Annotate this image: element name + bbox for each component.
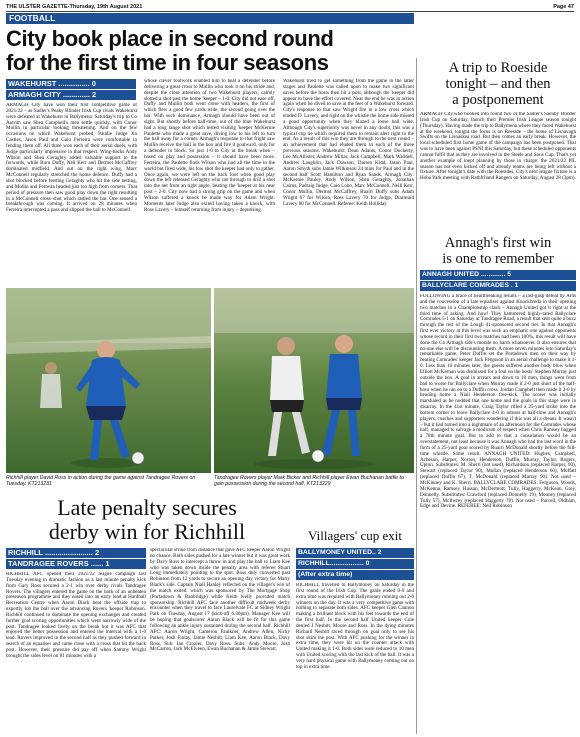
section-label: FOOTBALL bbox=[6, 13, 414, 24]
photo-illustration-2 bbox=[214, 288, 414, 473]
publication-date: THE ULSTER GAZETTE-Thursday, 19th August 2021 bbox=[6, 3, 143, 10]
main-article-text-3: Wakehurst tried to get something from the game in the latter stages and Paulette was called upon to make two significant saves before the hosts then hit a post, although the 'keeper did appear to have the effort covered. Near the end he was in action again when he dived to save at the feet of a Wakehurst forward. City's response to that saw Wright fire in a low cross which eluded D. Lavery, and right on the whistle the home side missed a good opportunity when they blazed a loose ball wide. Although City's superiority was never in any doubt, this was a typical cup tie which required them to remain alert right to the end. As a result of this win they are through to the next round – an achievement that had eluded them in each of the three previous seasons. Wakehurst: Dean Adams, Conor Dockerty, Lee McAllister, Andrew Millar, Jack Campbell, Mark Waddell, Andrew Laughlin, Jack Dawson, Darren Kidd, Jason Paul, Aaron Smyth subs Jamie Wilkinson 24 mins for Paul and in the second half Scott Hamilton and Ryan Sands. Armagh City: McKernie Pauley, Andy Wilson, Shea Geraghty, Jonathan Cairns, Padraig Judge, Caio Lobo, Marc McConnell, Neill Kerr, Conor Mullin, Dermot McCaffrey, Ruairi Duffy subs Adam Wright 67 for Wilson, Ross Lavery 70 for Judge, Diarmuid Lavery 80 for McConnell. Referee: Keith Holliday bbox=[283, 79, 414, 207]
photo-caption-2: Tandragee Rovers player Mark Bicker and Richhill player Ewan Buchanan battle to gain possession during the second half. KT213229 bbox=[214, 475, 404, 487]
bottom-article-text-1: RICHHILL AFC opened their 2021/22 league campaign last Tuesday evening in dramatic fashion as a last minute penalty kick from Gary Ross secured a 2-1 win over derby rivals Tandragee Rovers. The villagers entered the game on the back of an unbeaten preseason programme and they eased into an early lead at Hardhall Recreation Centre when Aaron Black beat the offside trap to expertly lob the ball over the advancing Rovers 'keeper Robinson. Richhill continued to dominate the opening exchanges and created further goal scoring opportunities which went narrowly wide of the post. Tandragee looked lively on the break but it was AFC that enjoyed the better possession and entered the interval with a 1-0 lead. Rovers improved in the second half as they pushed forward in search of an equaliser and came close with a cross that hit the back post. However, their pressure did pay off when Sammy Wright brought the sides level on 81 minutes with a bbox=[6, 572, 146, 659]
photo-tandragee-vs-richhill bbox=[214, 288, 414, 473]
bottom-headline bbox=[6, 496, 288, 544]
page-header bbox=[6, 2, 574, 12]
main-article-col-3 bbox=[283, 79, 414, 281]
column-divider bbox=[416, 58, 417, 734]
photo-caption-1: Richhill player David Ross in action during the game against Tandragee Rovers on Tuesday. KT213231 bbox=[6, 475, 196, 487]
villagers-article-text: RICHHILL travelled to Ballymoney on Saturday in the first round of the Irish Cup. The game ended 0-0 and extra time was required with Ballymoney running out 2-0 winners on the day. It was a very competitive game with nothing to separate both sides. AFC keeper Glen Cannon making a brilliant block with his feet towards the end of the first half. In the second half United keeper Cole denied J Nesbitt, Moore and Ross. In the dying minutes Richard Nesbitt raced through on goal only to see his shot skim the post. With AFC pushing for the winner in extra time, they were hit on the counter attack with United making it 1-0. Both sides were reduced to 10 men with United scoring with the last kick of the ball. It was a very hard physical game with Ballymoney coming out on top in extra time. bbox=[296, 583, 414, 670]
score-wakehurst: WAKEHURST ............... 0 bbox=[6, 79, 136, 89]
right-article-2-text: FOLLOWING a brace of heartbreaking results – a last-gasp defeat by Ards and the concession of a late equaliser against Knockbreda in their opening two matches in a Championship clash – Annagh United got it right at the third time of asking. And how! They hammered highly-rated Ballyclare Comrades 5-1 on Saturday at Tandragee Road, a result that sent quite a buzz through the rest of the Lough 41-sponsored second tier. In that Annagh's first ever victory at this level was such an emphatic one against opponents whose record in their first two matches had been 100%, this result will have done the Co Armagh side's morale no harm whatsoever. It also ensures that no-one else will be discounting them. A more seven minutes into Saturday's remarkable game, Peter Duffin set the Portadown men on their way by beating Comrades' keeper Jack Ferguson in an aerial challenge to make it 1-0. Less than 10 minutes later, the guests suffered another body blow when Elliott McKernan was dismissed for a foul on the hosts' Stephen Murray just outside the box. A goal in arrears and down to 10 men, things went from bad to worse for Ballyclare when Murray made it 2-0 just short of the half-hour when he ran on to a Duffin cross. Jordan Campbell then made it 3-0 by heading home a Niall Henderson free-kick. The scorer was initially marshaled as he nodded that one home and the goals in this stage were in disarray. In the 41st minute, Craig Taylor rifled a 25-yard strike into the bottom corner to leave Ballyclare 4-0 in arrears at half-time and Annagh's players, coaches and supporters wondering if this was all a dream. It wasn't – but it had turned into a nightmare of an afternoon for the Comrades whose half, managed to salvage a modicum of respect when Chris Ramsey bagged a 78th minute goal. But to add to that a consolation would be an overstatement, not least because it was Annagh who had the last word in the form of a 25-yard goal scored by Ruairi McDonald shortly before the full-time whistle. Some result. ANNAGH UNITED: Hughes, Campbell, Acheson, Harper, Norton, Henderson, Duffin, Murray, Taylor, Rogers, Upton. Substitutes: M. Sherri (not used), Richardson (replaced Harper, 90), Stewart (replaced Taylor 90), Mullan (replaced Henderson 60), Moffatt (replaced Duffin 67), T. McDonald (replaced Murray 90). Not used – McKinney and K. Sherri. BALLYCLARE COMRADES: Ferguson, Woods, McKenna, Ramsey, Hassan, McDermott, Tully, Haggerty, McKean, Grey, Donnelly. Substitutes: Crawford (replaced Donnelly 19), Mooney (replaced Tully 57), McIlwrey (replaced Haggerty 78). Not used – Purcell, Oldham, Edge and Devine. REFEREE: Neil Robinson bbox=[420, 294, 576, 510]
right-headline-2-line-1: Annagh's first win bbox=[444, 235, 552, 251]
right-article-2 bbox=[420, 294, 576, 734]
main-article-col-1 bbox=[6, 103, 137, 313]
score-ballymoney-united: BALLYMONEY UNITED.. 2 bbox=[296, 548, 414, 558]
extra-time-note: (After extra time) bbox=[296, 570, 414, 580]
bottom-article-text-2: spectacular strike from distance that gave AFC keeper Aaron Wright no chance. Both sides pushed for a late winner but it was great work by Davy Ross to intercept a throw in and play the ball to Liam Kee who was taken down inside the penalty area with referee Stuart Long immediately pointing to the spot. Ross duly converted past Robinson from 12 yards to secure an opening day victory for Marty Black's side. Captain Niall Hanley reflected on the villager's win of the match exited: which was sponsored by The Mortgage Shop (Portadown & Banbridge) while Keith Kelly provided match sponsorship. Richhill AFC face another difficult midweek derby encounter when they travel to face Laurelvale FC at Sidney Wright Park on Tuesday, August 17 (kick-off 6.30pm). Manager Kee will be hoping that goalscorer Aaron Black will be fit for this game following an ankle injury sustained during the second half. Richhill AFC: Aaron Wright, Cameron Faulkner, Andrew Allen, Nicky Parker, Josh Finlay, Jamie Nesbitt, Liam Kee, Aaron Black, Davy Ross, Sub: Ian Crozier, Davy Ross. Subs: Andy Moore, Josh McCarron, Jack McElveen, Ewan Buchanan & Jamie Stewart. bbox=[150, 548, 290, 653]
main-headline-line-1: City book place in second round bbox=[6, 26, 334, 51]
bottom-article-col-1 bbox=[6, 572, 146, 734]
right-headline-2-line-2: is one to remember bbox=[442, 251, 554, 267]
photo-richhill-david-ross bbox=[6, 288, 211, 473]
score-annagh-united: ANNAGH UNITED ............. 5 bbox=[420, 270, 576, 280]
photo-illustration-1 bbox=[6, 288, 211, 473]
score-ballyclare-comrades: BALLYCLARE COMRADES . 1 bbox=[420, 281, 576, 291]
main-article-text-2: whose clever footwork enabled him to beat a defender before delivering a great cross to Mullin who took it on his stride and, despite the close attention of two Wakehurst players, calmly slotted a shot past the home 'keeper – 1-0. City did not ease off, Duffy and Mullin both went close with headers, the first of which flew a good few yards wide, the second going over the bar. With such dominance, Armagh should have been out of sight. But shortly before half-time, out of the blue Wakehurst had a long range shot which tested visiting 'keeper McKernie Paulette who made a great save, diving low to his left to turn the ball away for a corner. Armagh's response to that fright saw Mullin receive the ball in the box and fire it goalward, only for a defender to block. So just 1-0 to City at the break when – based on play and possession – it should have been more. Ferreira, the Paulette finds Wilson who had all the time in the world but fired wide, his low shot the keeper had only to gather. Once again, we were left on the back foot when good play down the left released Geraghty who ran through to drill a shot into the net from an tight angle, beating the 'keeper at his near post – 2-0. City now had a strong grip on the game and when Wilson suffered a knock he made way for Adam Wright. Moments later Judge also exited having taken a knock, with Ross Lavery – himself returning from injury – deputising. bbox=[144, 79, 275, 213]
right-article-1-text: ARMAGH City,who booked into round two of the Sadler's Saeuby Blinder Irish Cup on Saturday, launch their Premier Irish League season tonight (Thursday). Having made the trip to Ballymena where they faced Wakehurst at the weekend, tonight the focus is on Roeside – the home of Lisnavagh Swifts on the Lisnaskea road. But then comes an early break. However, the local scheduled first home game of the campaign has been postponed. That was to have been against PSNI this Saturday, but these scheduled opponents cannot fulfil that as they are involved in the Steele and Sons Cup. That's yet another example of inept planning by those in charge: the 2021/22 PIL season has not even kicked off and already teams are being left without a fixture. After tonight's date with the Roesides, City's next league fixture is a Hoba Park meeting with Rathfriland Rangers on Saturday, August 28 (3pm). bbox=[420, 112, 576, 182]
main-article-text-1: ARMAGH City have won their first competitive game of 2021/22 – as Sadler's Peaky Blinder Irish Cup rivals Wakehurst were defeated at Wakehurst in Ballymena. Saturday's trip to Co Antrim saw Shea Campbell's men settle quickly, with Conor Mullin in particular looking threatening. And on the few occasions on which Wakehurst probed, Paudie Judge Jin Castles, Jason Paul and Gaio Ferreira were comfortable in fending them off. All three won each of their aerial duels, with Judge particularly impressive in that respect. Wing-backs Andy Wilson and Shea Geraghty added valuable support to the forwards, while Ruru Duffy, Neil Kerr and Dermot McCaffrey dominated midfield. And out on the right wing, Marc McConnell regularly stretched the home defence. Duffy had a shot blocked before feeding Geraghty who hit the side netting, and Mullin and Ferreira headed just too high from corners. That period of pressure then saw good play down the right resulting in a McConnell cross–shot which rattled the bar. One sensed a breakthrough was coming. It arrived on 28 minutes when Ferreira intercepted a pass and slipped the ball to McConnell bbox=[6, 103, 137, 214]
page-number: Page 47 bbox=[553, 3, 574, 10]
right-headline-1-line-3: a postponement bbox=[452, 92, 544, 108]
score-richhill-cup: RICHHILL.................. 0 bbox=[296, 559, 414, 569]
villagers-article bbox=[296, 583, 414, 734]
right-article-1 bbox=[420, 112, 576, 232]
right-headline-1-line-1: A trip to Roeside bbox=[448, 60, 548, 76]
villagers-headline: Villagers' cup exit bbox=[308, 528, 402, 543]
right-headline-1-line-2: tonight – and then bbox=[445, 76, 551, 92]
score-richhill: RICHHILL ....................... 2 bbox=[6, 548, 146, 558]
score-armagh-city: ARMAGH CITY ............. 2 bbox=[6, 90, 136, 100]
right-headline-1 bbox=[420, 60, 576, 108]
right-headline-2 bbox=[420, 235, 576, 267]
main-headline bbox=[6, 27, 414, 75]
bottom-headline-line-1: Late penalty secures bbox=[57, 495, 237, 520]
bottom-headline-line-2: derby win for Richhill bbox=[48, 519, 246, 544]
bottom-article-col-2 bbox=[150, 548, 290, 734]
main-article-col-2 bbox=[144, 79, 275, 281]
score-tandragee-rovers: TANDRAGEE ROVERS ...... 1 bbox=[6, 559, 146, 569]
main-headline-line-2: for the first time in four seasons bbox=[6, 50, 329, 75]
